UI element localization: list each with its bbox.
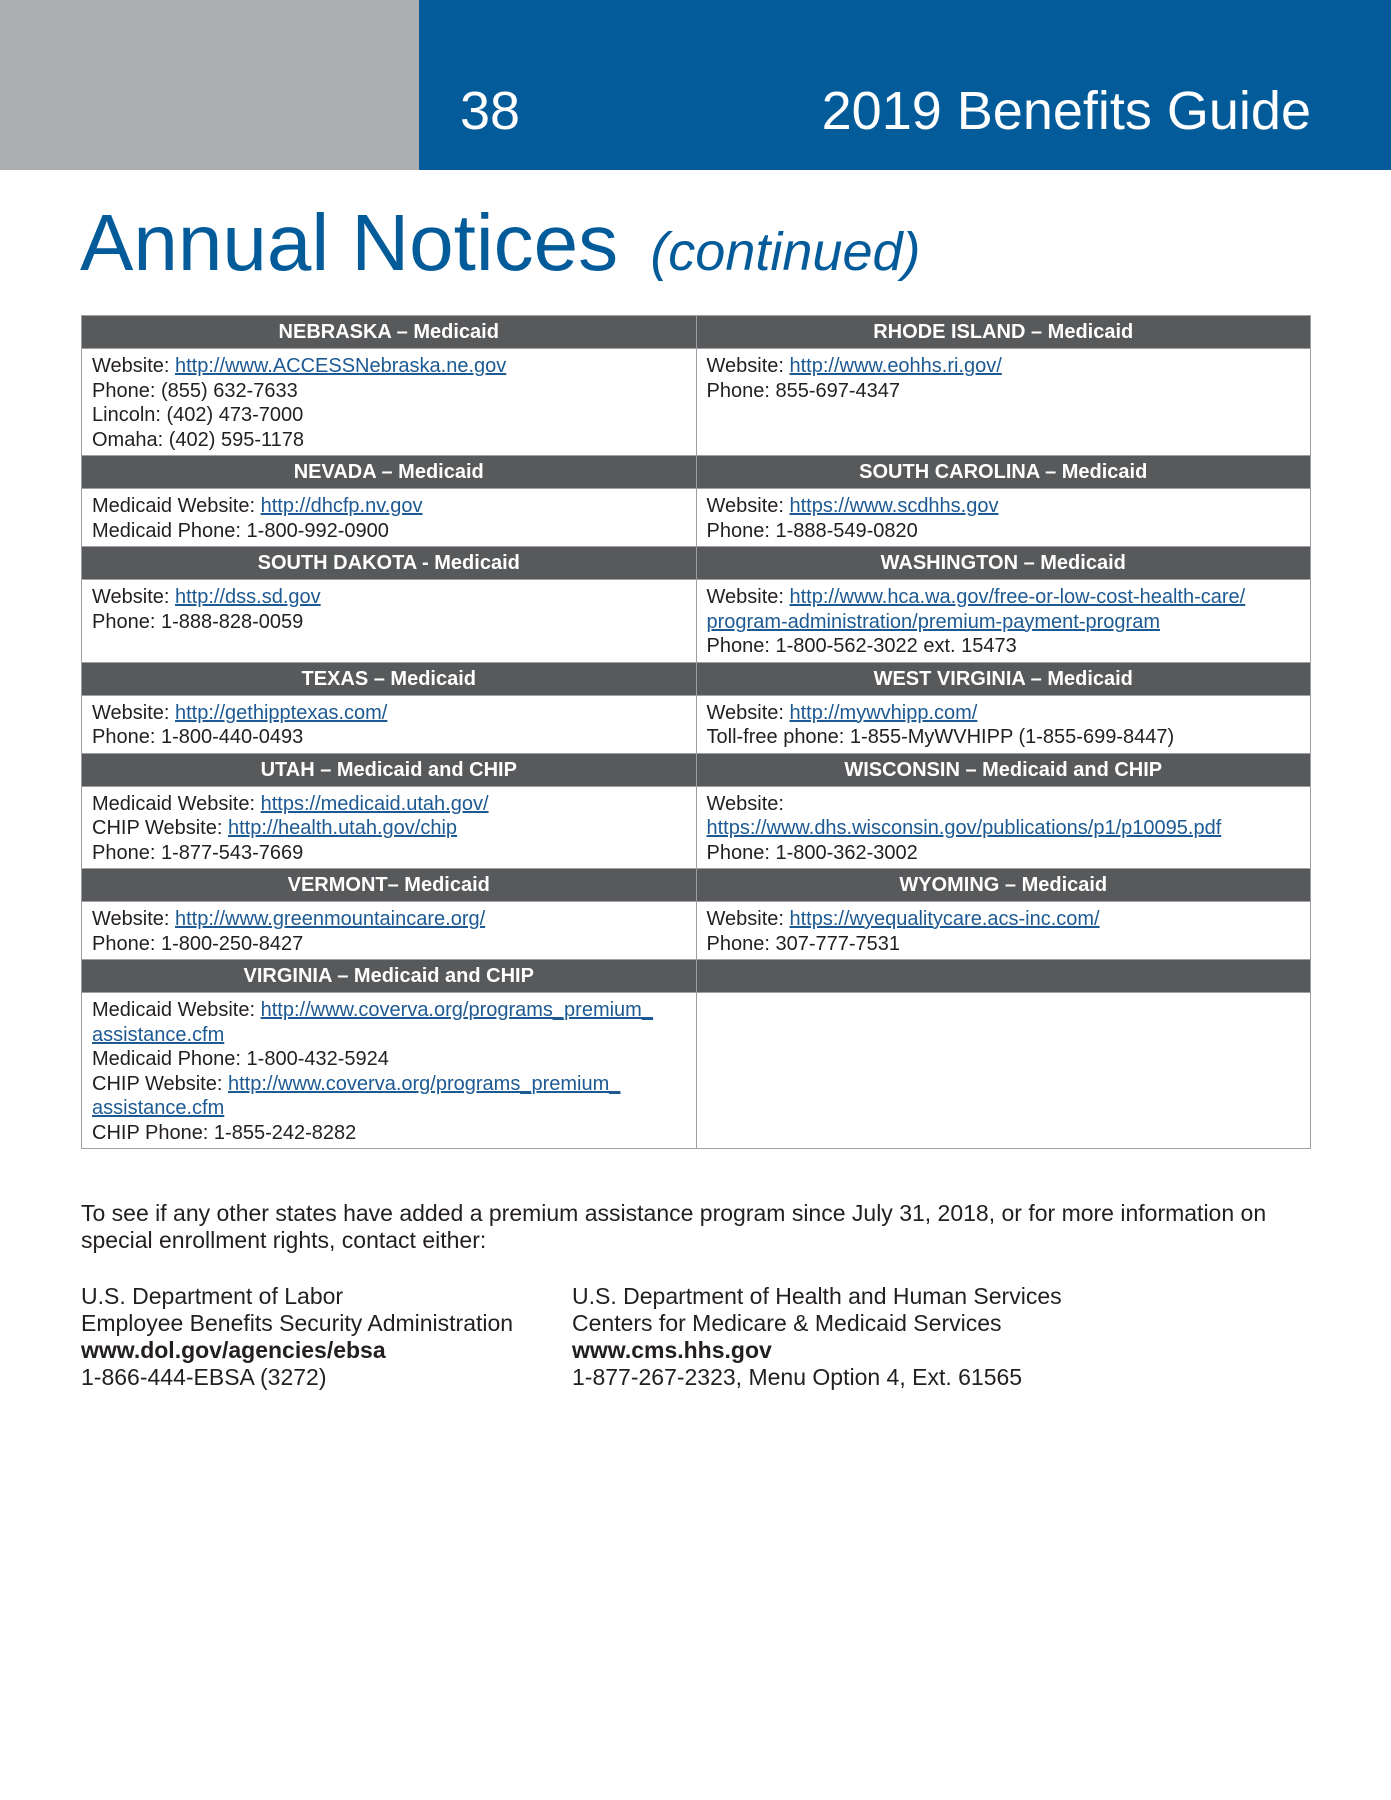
contact-line (707, 816, 1301, 841)
contact-text: Medicaid Phone: 1-800-992-0900 (92, 519, 389, 542)
state-heading (696, 960, 1311, 993)
contact-line (92, 1096, 686, 1121)
contact-label: Website: (706, 908, 790, 930)
page-title (80, 196, 921, 299)
contact-line (92, 1047, 686, 1072)
contact-line (707, 585, 1301, 610)
state-heading-row (82, 456, 1311, 489)
contact-line (92, 494, 686, 519)
contact-line (707, 634, 1301, 659)
state-contacts-table (81, 315, 1311, 1149)
contact-line (92, 701, 686, 726)
contact-line (92, 379, 686, 404)
website-link[interactable]: http://mywvhipp.com/ (789, 701, 978, 724)
contact-line (92, 932, 686, 957)
page-title-main: Annual Notices (80, 198, 619, 287)
footer-intro: To see if any other states have added a premium assistance program since July 31, 2018, or for more information on special enrollment rights, contact either: (81, 1200, 1267, 1253)
contact-label: Website: (92, 908, 175, 930)
state-heading-row (82, 316, 1311, 349)
state-contact-cell (696, 695, 1311, 753)
contact-label: Website: (92, 586, 175, 608)
website-link[interactable]: assistance.cfm (92, 1023, 225, 1046)
contact-line (92, 725, 686, 750)
contact-line (92, 403, 686, 428)
state-body-row (82, 580, 1311, 663)
contact-label: Medicaid Website: (92, 792, 261, 815)
contact-text: Phone: 1-800-440-0493 (92, 726, 304, 748)
contact-line (92, 841, 686, 866)
contact-label: Medicaid Website: (92, 999, 261, 1021)
contact-line (707, 610, 1301, 635)
state-contact-cell (696, 489, 1311, 547)
contact-line (707, 792, 1301, 817)
contact-line (92, 585, 686, 610)
contact-text: Phone: 307-777-7531 (706, 932, 900, 955)
dol-name: U.S. Department of Labor (81, 1283, 344, 1309)
contact-line (92, 792, 686, 817)
hhs-agency: Centers for Medicare & Medicaid Services (572, 1310, 1002, 1336)
contact-label: Website: (706, 586, 790, 608)
page-title-sub: (continued) (650, 222, 921, 282)
contact-line (707, 354, 1301, 379)
contact-text: Phone: 1-888-549-0820 (706, 519, 918, 542)
state-body-row (82, 993, 1311, 1149)
website-link[interactable]: http://www.greenmountaincare.org/ (175, 908, 486, 930)
dol-agency: Employee Benefits Security Administration (81, 1310, 514, 1336)
contact-text: Medicaid Phone: 1-800-432-5924 (92, 1048, 389, 1070)
contact-text: Phone: 1-800-250-8427 (92, 932, 304, 955)
state-heading: VERMONT– Medicaid (82, 869, 697, 902)
contact-label: Website: (92, 701, 175, 724)
state-contacts-table-body (82, 316, 1311, 1149)
contact-line (92, 1121, 686, 1146)
website-link[interactable]: http://www.coverva.org/programs_premium_ (227, 1072, 621, 1095)
contact-label: Website: (706, 355, 790, 377)
dol-phone: 1-866-444-EBSA (3272) (81, 1364, 327, 1390)
contact-label: Website: (706, 701, 790, 724)
contact-text: Phone: 1-877-543-7669 (92, 841, 304, 864)
hhs-website[interactable]: www.cms.hhs.gov (572, 1337, 772, 1363)
contact-text: Lincoln: (402) 473-7000 (92, 404, 304, 426)
contact-line (707, 519, 1301, 544)
contact-label: CHIP Website: (92, 817, 228, 839)
contact-line (92, 354, 686, 379)
state-heading: WISCONSIN – Medicaid and CHIP (696, 753, 1311, 786)
state-heading-row (82, 869, 1311, 902)
contact-text: Website: (706, 792, 784, 815)
contact-text: Phone: 1-800-362-3002 (706, 841, 918, 864)
state-heading: WYOMING – Medicaid (696, 869, 1311, 902)
page-number: 38 (460, 81, 521, 141)
website-link[interactable]: http://gethipptexas.com/ (175, 701, 388, 724)
state-contact-cell (82, 580, 697, 663)
state-heading: VIRGINIA – Medicaid and CHIP (82, 960, 697, 993)
contact-hhs (572, 1283, 1062, 1391)
contact-label: Website: (706, 495, 790, 517)
website-link[interactable]: https://www.dhs.wisconsin.gov/publications/p1/p10095.pdf (706, 817, 1222, 839)
website-link[interactable]: assistance.cfm (92, 1097, 225, 1119)
website-link[interactable]: http://www.eohhs.ri.gov/ (789, 355, 1002, 377)
website-link[interactable]: http://dhcfp.nv.gov (260, 495, 423, 517)
state-heading: NEVADA – Medicaid (82, 456, 697, 489)
state-contact-cell (696, 902, 1311, 960)
state-contact-cell (696, 580, 1311, 663)
contact-text: Omaha: (402) 595-1178 (92, 428, 304, 451)
website-link[interactable]: https://medicaid.utah.gov/ (260, 792, 489, 815)
contact-text: Phone: 1-800-562-3022 ext. 15473 (706, 635, 1017, 657)
contact-text: CHIP Phone: 1-855-242-8282 (92, 1121, 357, 1144)
contact-line (92, 610, 686, 635)
website-link[interactable]: https://wyequalitycare.acs-inc.com/ (789, 908, 1100, 930)
state-heading: TEXAS – Medicaid (82, 662, 697, 695)
contact-line (707, 379, 1301, 404)
contact-text: Toll-free phone: 1-855-MyWVHIPP (1-855-699-8447) (706, 726, 1175, 748)
hhs-name: U.S. Department of Health and Human Services (572, 1283, 1062, 1309)
contact-line (92, 907, 686, 932)
state-contact-cell (696, 993, 1311, 1149)
contact-line (92, 998, 686, 1023)
contact-text: Phone: 1-888-828-0059 (92, 610, 304, 633)
state-heading-row (82, 662, 1311, 695)
contact-line (92, 1072, 686, 1097)
state-contact-cell (696, 349, 1311, 456)
state-body-row (82, 349, 1311, 456)
state-contact-cell (82, 902, 697, 960)
contact-text: Phone: (855) 632-7633 (92, 379, 298, 402)
contact-line (92, 816, 686, 841)
contact-label: Website: (92, 355, 175, 377)
contact-text: Phone: 855-697-4347 (706, 379, 900, 402)
website-link[interactable]: https://www.scdhhs.gov (789, 495, 999, 517)
state-contact-cell (82, 489, 697, 547)
state-heading-row (82, 547, 1311, 580)
contact-dol (81, 1283, 513, 1391)
state-heading: WEST VIRGINIA – Medicaid (696, 662, 1311, 695)
state-contact-cell (82, 349, 697, 456)
state-body-row (82, 902, 1311, 960)
contact-line (707, 907, 1301, 932)
contact-line (707, 725, 1301, 750)
header-gray-block (0, 0, 419, 170)
contact-label: CHIP Website: (92, 1072, 228, 1095)
state-heading: WASHINGTON – Medicaid (696, 547, 1311, 580)
state-body-row (82, 489, 1311, 547)
state-contact-cell (82, 993, 697, 1149)
state-heading: RHODE ISLAND – Medicaid (696, 316, 1311, 349)
state-heading-row (82, 960, 1311, 993)
contact-label: Medicaid Website: (92, 495, 261, 517)
website-link[interactable]: program-administration/premium-payment-program (706, 610, 1160, 633)
website-link[interactable]: http://www.coverva.org/programs_premium_ (260, 999, 653, 1021)
contact-line (707, 841, 1301, 866)
state-body-row (82, 786, 1311, 869)
website-link[interactable]: http://health.utah.gov/chip (227, 817, 458, 839)
state-heading: SOUTH DAKOTA - Medicaid (82, 547, 697, 580)
dol-website[interactable]: www.dol.gov/agencies/ebsa (81, 1337, 386, 1363)
website-link[interactable]: http://www.ACCESSNebraska.ne.gov (175, 355, 507, 377)
contact-line (707, 494, 1301, 519)
hhs-phone: 1-877-267-2323, Menu Option 4, Ext. 61565 (572, 1364, 1023, 1390)
website-link[interactable]: http://www.hca.wa.gov/free-or-low-cost-health-care/ (789, 586, 1246, 608)
state-contact-cell (82, 695, 697, 753)
state-heading: UTAH – Medicaid and CHIP (82, 753, 697, 786)
contact-line (707, 932, 1301, 957)
website-link[interactable]: http://dss.sd.gov (175, 586, 321, 608)
state-heading: NEBRASKA – Medicaid (82, 316, 697, 349)
contact-line (92, 519, 686, 544)
contact-line (707, 701, 1301, 726)
contact-line (92, 1023, 686, 1048)
state-contact-cell (82, 786, 697, 869)
state-body-row (82, 695, 1311, 753)
state-contact-cell (696, 786, 1311, 869)
contact-line (92, 428, 686, 453)
state-heading-row (82, 753, 1311, 786)
state-heading: SOUTH CAROLINA – Medicaid (696, 456, 1311, 489)
guide-title: 2019 Benefits Guide (821, 81, 1311, 141)
